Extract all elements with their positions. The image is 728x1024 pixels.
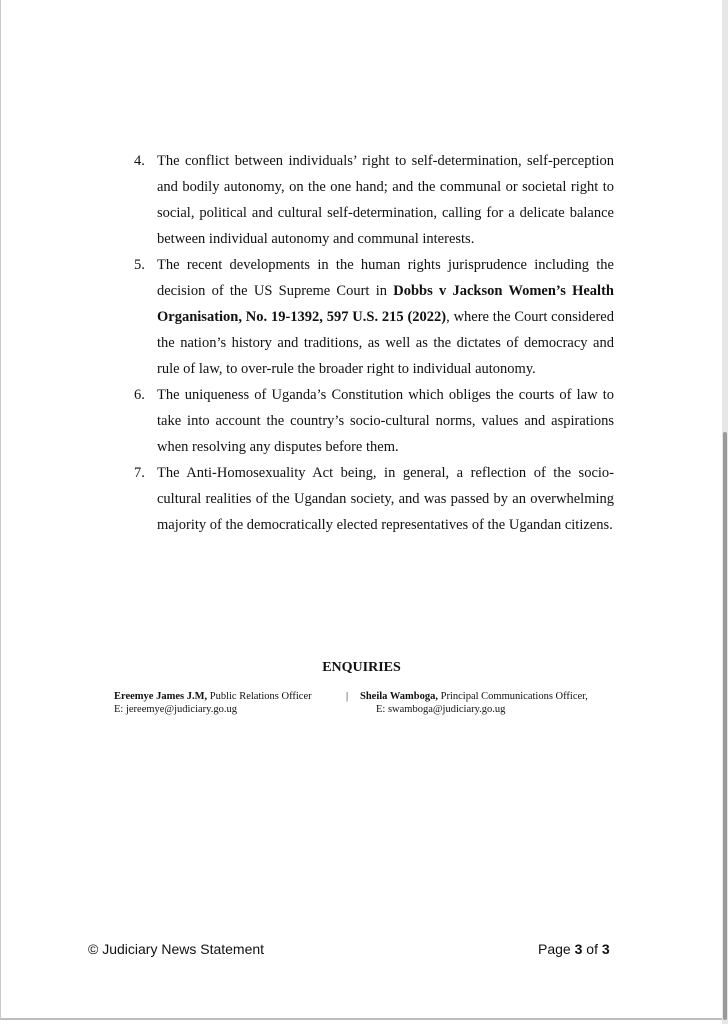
- list-item-4: [0, 148, 614, 252]
- enquiries-heading: ENQUIRIES: [322, 660, 401, 675]
- page-number: [538, 941, 610, 957]
- contact-communications: [346, 690, 588, 716]
- list-number: 6.: [134, 387, 145, 403]
- list-item-6: [0, 382, 614, 460]
- list-item-7: [0, 460, 614, 538]
- numbered-list: [0, 148, 728, 538]
- list-number: 4.: [134, 153, 145, 169]
- contact-email: E: swamboga@judiciary.go.ug: [376, 704, 506, 715]
- footer-copyright: © Judiciary News Statement: [88, 941, 265, 957]
- list-number: 5.: [134, 257, 145, 273]
- list-item-text: The conflict between individuals’ right to self-determination, self-perception and bodily autonomy, on the one hand; and the communal or societal right to social, political and cultural self-determination, calling for a delicate balance between individual autonomy and communal interests.: [157, 153, 614, 247]
- page-label: Page: [538, 941, 575, 957]
- list-item-5: [0, 252, 614, 382]
- list-item-text: The recent developments in the human rights jurisprudence including the decision of the US Supreme Court in: [157, 257, 614, 299]
- list-item-text: The uniqueness of Uganda’s Constitution which obliges the courts of law to take into account the country’s socio-cultural norms, values and aspirations when resolving any disputes before them.: [157, 387, 614, 455]
- contact-separator: |: [346, 691, 349, 702]
- contact-name: Sheila Wamboga,: [360, 691, 438, 702]
- case-citation: Dobbs v Jackson Women’s Health Organisation, No. 19-1392, 597 U.S. 215 (2022): [157, 283, 614, 325]
- list-number: 7.: [134, 465, 145, 481]
- contact-role: Public Relations Officer: [207, 691, 312, 702]
- contact-role: Principal Communications Officer,: [438, 691, 588, 702]
- contact-email: E: jereemye@judiciary.go.ug: [114, 704, 237, 715]
- list-item-text: , where the Court considered the nation’s history and traditions, as well as the dictates of democracy and rule of law, to over-rule the broader right to individual autonomy.: [157, 309, 614, 377]
- page-total: 3: [601, 941, 610, 957]
- contact-name: Ereemye James J.M,: [114, 691, 208, 702]
- list-item-text: The Anti-Homosexuality Act being, in general, a reflection of the socio-cultural realities of the Ugandan society, and was passed by an overwhelming majority of the democratically elected representatives of the Ugandan citizens.: [157, 465, 614, 533]
- contact-public-relations: [114, 690, 312, 716]
- page-of-label: of: [582, 941, 602, 957]
- page-current: 3: [574, 941, 583, 957]
